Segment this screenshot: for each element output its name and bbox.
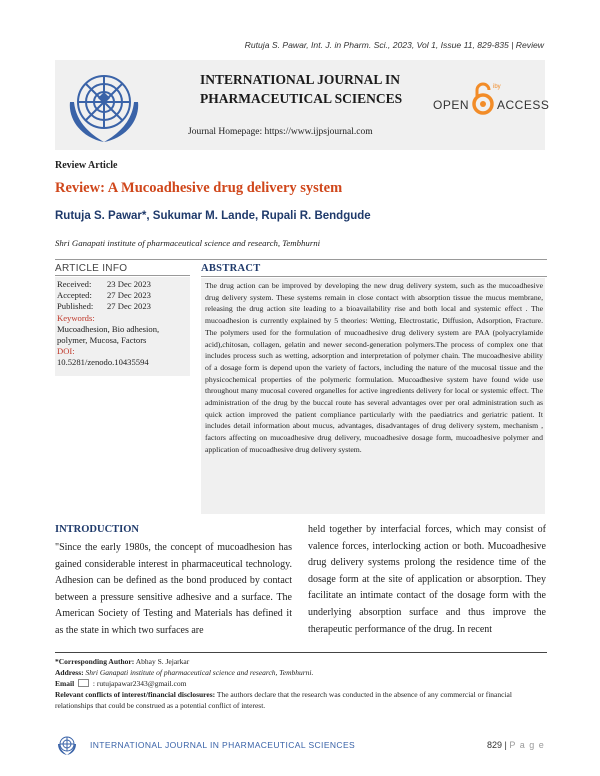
journal-title xyxy=(200,70,420,108)
accepted-date: 27 Dec 2023 xyxy=(107,290,151,301)
footer-logo-icon xyxy=(55,733,79,757)
address-label: Address: xyxy=(55,668,84,677)
abstract-text: The drug action can be improved by developing the new drug delivery system, such as the mucoadhesive drug delivery system. These systems remain in close contact with absorption tissue the mucus membrane, releasing the drug action site leading to a bioavailability rise and both local and systemic effect . The mucoadhesion is currently explained by 5 theories: Wetting, Electrostatic, Diffusion, Adsorption, Fracture. The polymers used for the formulation of mucoadhesive drug delivery system are PAA (polyacrylamide acid),chitosan, collagen, gelatin and newer second-generation polymers.The process of complex one that includes process such as wetting, adsorption and interpretation of polymer chain. The mucoadhesive ability of a dosage form is depend upon the variety of factors, including the nature of the mucosal tissue and the physicochemical properties of the polymeric formulation. Mucoadhesive system have found wide use throughout many mucosal covered organelles for active ingredients delivery for local or systemic effect. The administration of the drug by the buccal route has several advantages over per oral administration such as quick action improved the patient compliance particularly with the paediatrics and geriatric patient. It includes detail information about mucus, advantages, disadvantages of drug delivery system, mechanism , factors affecting on mucoadhesive drug delivery, mucoadhesive dosage form, mucoadhesive polymer and application of mucoadhesive drug delivery system. xyxy=(201,278,545,514)
divider xyxy=(55,259,547,260)
address-line xyxy=(55,667,547,678)
abstract-heading: ABSTRACT xyxy=(201,263,261,274)
received-row xyxy=(57,279,190,290)
email-line xyxy=(55,678,547,689)
page-word: P a g e xyxy=(509,740,545,750)
conflicts-line xyxy=(55,689,547,711)
open-access-badge xyxy=(433,84,550,118)
author-affiliation: Shri Ganapati institute of pharmaceutical science and research, Tembhurni xyxy=(55,238,321,248)
received-label: Received: xyxy=(57,279,92,289)
doi-label: DOI: xyxy=(57,346,75,357)
corresponding-author: Abhay S. Jejarkar xyxy=(135,657,190,666)
accepted-label: Accepted: xyxy=(57,290,92,301)
conflicts-text: The authors declare that the research was conducted in the absence of any commercial or financial relationships that could be construed as a potential conflict of interest. xyxy=(55,690,512,710)
published-date: 27 Dec 2023 xyxy=(107,301,151,312)
conflicts-label: Relevant conflicts of interest/financial disclosures: xyxy=(55,690,216,699)
by-label: iby xyxy=(493,84,501,90)
email-address[interactable]: : rutujapawar2343@gmail.com xyxy=(92,679,187,688)
body-text-right-column: held together by interfacial forces, which may consist of valence forces, interlocking action or both. Mucoadhesive drug delivery systems prolong the residence time of the dosage form at the site of application or absorption. They facilitate an intimate contact of the dosage form with the underlying absorption surface and thus improve the therapeutic performance of the drug. In recent xyxy=(308,524,546,635)
accepted-row xyxy=(57,290,190,301)
corresponding-author-line xyxy=(55,656,547,667)
journal-title-line1: INTERNATIONAL JOURNAL IN xyxy=(200,72,401,87)
email-icon xyxy=(78,679,89,687)
received-date: 23 Dec 2023 xyxy=(107,279,151,289)
footnote-divider xyxy=(55,652,547,653)
doi-link[interactable]: 10.5281/zenodo.10435594 xyxy=(57,357,149,368)
footer-journal-name: INTERNATIONAL JOURNAL IN PHARMACEUTICAL SCIENCES xyxy=(90,740,356,750)
author-list: Rutuja S. Pawar*, Sukumar M. Lande, Rupali R. Bendgude xyxy=(55,210,371,222)
divider xyxy=(55,275,190,276)
open-label: OPEN xyxy=(433,98,470,112)
introduction-heading: INTRODUCTION xyxy=(55,524,140,535)
journal-homepage[interactable]: Journal Homepage: https://www.ijpsjournal.com xyxy=(188,127,373,137)
email-label: Email xyxy=(55,679,75,688)
body-text-left-column: "Since the early 1980s, the concept of mucoadhesion has gained considerable interest in pharmaceutical technology. Adhesion can be defined as the bond produced by contact between a pressure sensitive adhesive and a surface. The American Society of Testing and Materials has defined it as the state in which two surfaces are xyxy=(55,542,292,636)
access-label: ACCESS xyxy=(497,98,550,112)
journal-title-line2: PHARMACEUTICAL SCIENCES xyxy=(200,91,403,106)
open-access-lock-icon xyxy=(471,82,495,116)
article-info-panel xyxy=(55,277,190,376)
article-type: Review Article xyxy=(55,160,118,171)
article-info-heading: ARTICLE INFO xyxy=(55,263,128,274)
article-title: Review: A Mucoadhesive drug delivery system xyxy=(55,180,343,196)
page-number xyxy=(487,740,545,750)
published-label: Published: xyxy=(57,301,94,312)
corresponding-author-label: *Corresponding Author: xyxy=(55,657,135,666)
published-row xyxy=(57,301,190,312)
correspondence-block xyxy=(55,656,547,711)
address: Shri Ganapati institute of pharmaceutical science and research, Tembhurni. xyxy=(85,668,314,677)
page-number-value: 829 xyxy=(487,740,503,750)
keywords-label: Keywords: xyxy=(57,312,95,323)
running-head: Rutuja S. Pawar, Int. J. in Pharm. Sci., 2023, Vol 1, Issue 11, 829-835 | Review xyxy=(244,40,544,50)
divider xyxy=(201,276,547,277)
keywords: Mucoadhesion, Bio adhesion, polymer, Mucosa, Factors xyxy=(57,323,160,346)
journal-logo-emblem-icon xyxy=(60,62,148,150)
page-separator: | xyxy=(504,740,507,750)
